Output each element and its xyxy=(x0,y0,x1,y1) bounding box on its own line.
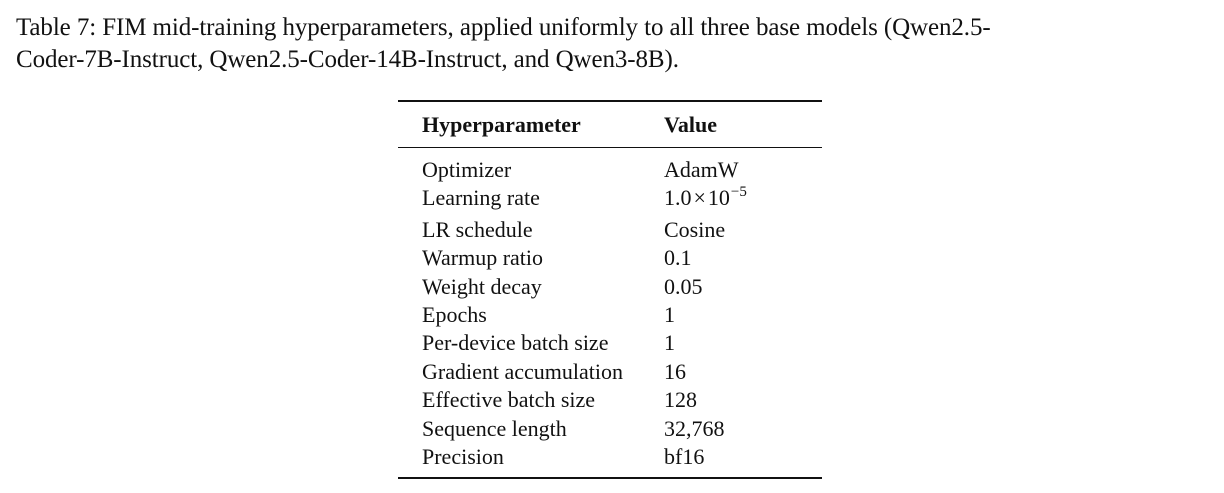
bottom-rule xyxy=(398,477,822,479)
table-row xyxy=(398,386,822,414)
param-name: Per-device batch size xyxy=(422,330,609,356)
param-name: Epochs xyxy=(422,302,487,328)
header-hyperparameter: Hyperparameter xyxy=(422,112,581,137)
lr-exponent: −5 xyxy=(730,184,747,201)
header-value: Value xyxy=(664,112,717,137)
param-value: Cosine xyxy=(664,216,726,242)
table-rows xyxy=(398,148,822,471)
lr-base: 10 xyxy=(707,185,730,211)
table-row xyxy=(398,443,822,471)
param-value: AdamW xyxy=(664,157,739,182)
param-value xyxy=(664,184,822,215)
caption-line-1: Table 7: FIM mid-training hyperparameters, applied uniformly to all three base models (Qwen2.5- xyxy=(16,14,991,41)
param-name: Precision xyxy=(422,444,504,470)
param-value: bf16 xyxy=(664,444,705,470)
table-row xyxy=(398,244,822,272)
table-row xyxy=(398,273,822,301)
param-value: 1 xyxy=(664,302,675,328)
param-value: 0.05 xyxy=(664,273,703,299)
param-name: Warmup ratio xyxy=(422,245,544,271)
param-name: Sequence length xyxy=(422,415,567,441)
table-body xyxy=(398,102,822,147)
param-value: 128 xyxy=(664,387,697,413)
table-row xyxy=(398,301,822,329)
lr-times: × xyxy=(693,185,706,211)
param-name: Gradient accumulation xyxy=(422,358,623,384)
table-row xyxy=(398,148,822,184)
param-name: Effective batch size xyxy=(422,387,596,413)
header-row xyxy=(398,102,822,147)
hyperparameter-table xyxy=(398,100,822,479)
param-name: Optimizer xyxy=(422,157,512,182)
param-value: 16 xyxy=(664,358,686,384)
table-row xyxy=(398,184,822,215)
table-row xyxy=(398,358,822,386)
table-row xyxy=(398,415,822,443)
param-name: LR schedule xyxy=(422,216,533,242)
param-name: Weight decay xyxy=(422,273,542,299)
param-value: 1 xyxy=(664,330,675,356)
param-value: 32,768 xyxy=(664,415,725,441)
param-value: 0.1 xyxy=(664,245,692,271)
table-row xyxy=(398,329,822,357)
param-name: Learning rate xyxy=(422,185,540,211)
table-row xyxy=(398,216,822,244)
lr-mantissa: 1.0 xyxy=(664,185,692,211)
table-caption xyxy=(16,12,1216,76)
caption-line-2: Coder-7B-Instruct, Qwen2.5-Coder-14B-Instruct, and Qwen3-8B). xyxy=(16,46,679,73)
